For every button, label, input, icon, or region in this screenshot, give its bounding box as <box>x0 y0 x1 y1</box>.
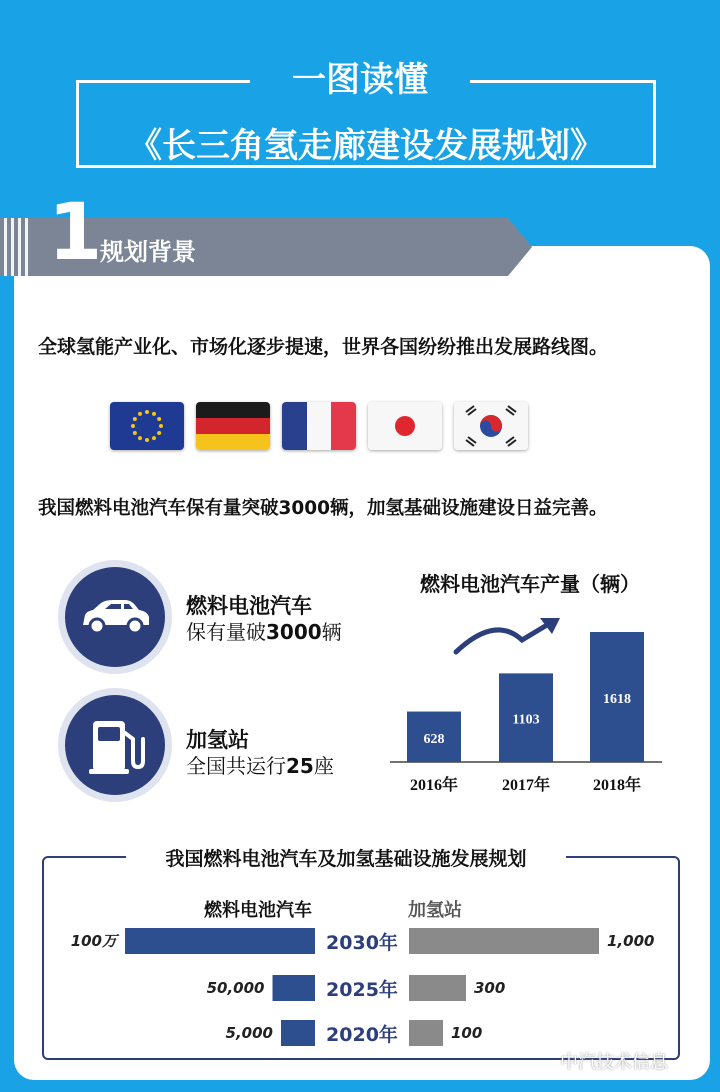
eu-star-icon <box>131 424 135 428</box>
eu-star-icon <box>145 410 149 414</box>
plan-year-label: 2030年 <box>326 932 398 954</box>
production-chart <box>380 600 680 800</box>
eu-flag <box>110 402 184 450</box>
vehicle-plan-label: 5,000 <box>225 1024 273 1042</box>
bar-value-label: 1618 <box>603 692 631 707</box>
category-label: 2018年 <box>592 777 642 794</box>
plan-year-label: 2020年 <box>326 1024 398 1046</box>
category-label: 2017年 <box>501 777 551 794</box>
plan-year-label: 2025年 <box>326 979 398 1001</box>
eu-star-icon <box>138 436 142 440</box>
chart-title: 燃料电池汽车产量（辆） <box>420 572 640 596</box>
station-stat-text: 全国共运行25座 <box>186 754 334 778</box>
station-badge <box>58 688 172 802</box>
vehicle-plan-label: 100万 <box>70 932 117 950</box>
eu-star-icon <box>157 431 161 435</box>
plan-title: 我国燃料电池汽车及加氢基础设施发展规划 <box>165 848 527 870</box>
plan-chart <box>42 880 680 1056</box>
growth-arrow-icon <box>456 622 552 652</box>
japan-flag <box>368 402 442 450</box>
page-title: 一图读懂 <box>292 60 428 100</box>
germany-flag <box>196 402 270 450</box>
fuel-pump-icon <box>65 695 165 795</box>
car-icon <box>65 567 165 667</box>
fcv-stat-text: 保有量破3000辆 <box>186 620 342 644</box>
france-flag <box>282 402 356 450</box>
eu-star-icon <box>159 424 163 428</box>
watermark-text: 中汽技术信息 <box>560 1052 668 1073</box>
section-title: 规划背景 <box>100 238 196 266</box>
station-plan-label: 100 <box>451 1024 483 1042</box>
vehicle-plan-bar <box>273 975 315 1001</box>
plan-left-header: 燃料电池汽车 <box>204 900 312 921</box>
bar-value-label: 628 <box>423 731 445 747</box>
station-plan-label: 300 <box>474 979 506 997</box>
bar-value-label: 1103 <box>512 712 540 728</box>
station-plan-bar <box>409 1020 443 1046</box>
eu-star-icon <box>133 431 137 435</box>
eu-star-icon <box>157 417 161 421</box>
station-plan-bar <box>409 975 466 1001</box>
vehicle-plan-bar <box>281 1020 315 1046</box>
china-fcv-text: 我国燃料电池汽车保有量突破3000辆，加氢基础设施建设日益完善。 <box>38 498 608 519</box>
station-plan-label: 1,000 <box>607 932 655 950</box>
eu-star-icon <box>138 412 142 416</box>
global-hydrogen-text: 全球氢能产业化、市场化逐步提速，世界各国纷纷推出发展路线图。 <box>38 336 609 358</box>
eu-star-icon <box>152 436 156 440</box>
category-label: 2016年 <box>409 777 459 794</box>
vehicle-plan-label: 50,000 <box>206 979 265 997</box>
page-subtitle: 《长三角氢走廊建设发展规划》 <box>128 126 604 166</box>
fcv-stat-title: 燃料电池汽车 <box>186 594 312 618</box>
plan-right-header: 加氢站 <box>408 900 462 921</box>
korea-flag <box>454 402 528 450</box>
eu-star-icon <box>152 412 156 416</box>
vehicle-plan-bar <box>125 928 315 954</box>
station-stat-title: 加氢站 <box>186 728 249 752</box>
station-plan-bar <box>409 928 599 954</box>
eu-star-icon <box>145 438 149 442</box>
eu-star-icon <box>133 417 137 421</box>
section-number: 1 <box>48 188 103 278</box>
car-badge <box>58 560 172 674</box>
